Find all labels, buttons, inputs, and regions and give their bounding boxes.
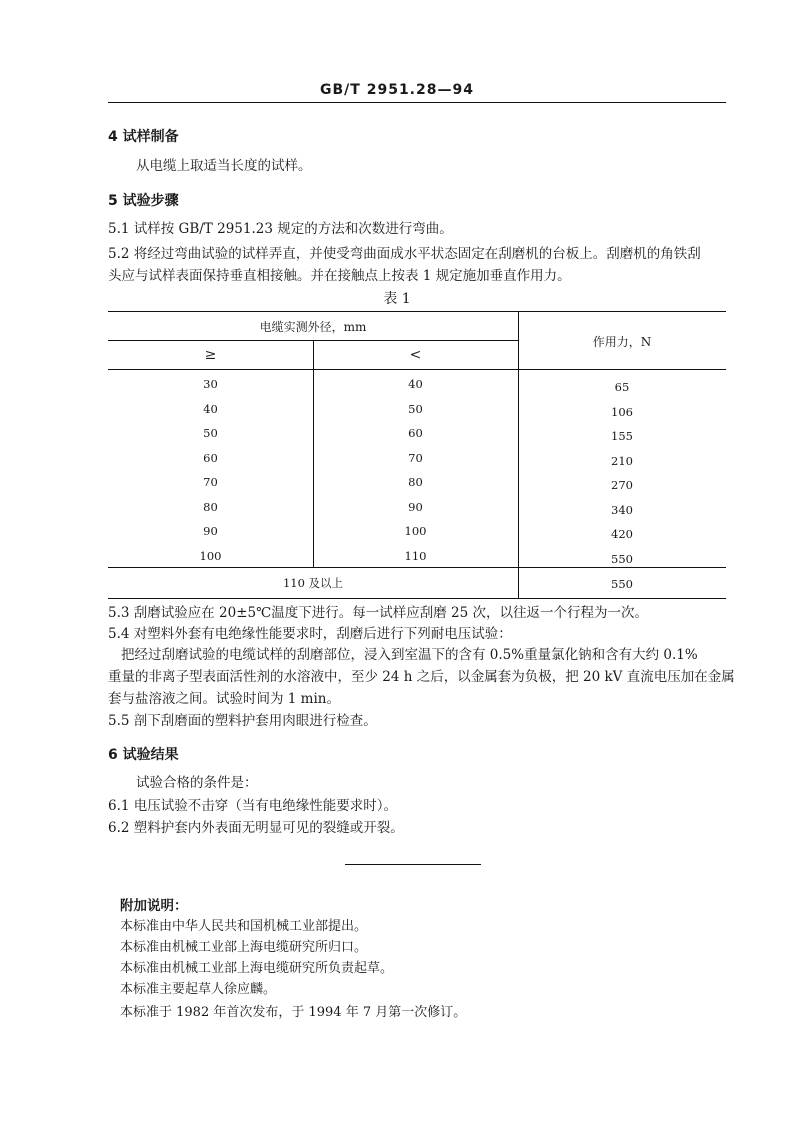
table-cell-lt: 50 bbox=[408, 401, 423, 416]
header-rule bbox=[108, 102, 726, 103]
table-header-ge: ≥ bbox=[204, 347, 217, 363]
table-cell-force: 65 bbox=[614, 380, 630, 394]
table-cell-lt: 90 bbox=[408, 499, 423, 514]
notes-title: 附加说明： bbox=[120, 898, 188, 914]
table-cell-force: 270 bbox=[611, 478, 633, 492]
table-cell-ge: 60 bbox=[203, 450, 218, 465]
table-last-force: 550 bbox=[611, 577, 633, 591]
table-cell-force: 550 bbox=[611, 551, 633, 566]
clause-5-2-line2: 头应与试样表面保持垂直相接触。并在接触点上按表 1 规定施加垂直作用力。 bbox=[108, 268, 571, 284]
table-bottom-rule bbox=[108, 598, 726, 599]
table-cell-force: 155 bbox=[611, 429, 633, 443]
clause-5-4-para-line2: 重量的非离子型表面活性剂的水溶液中，至少 24 h 之后，以金属套为负极，把 20 kV 直流电压加在金属 bbox=[108, 669, 735, 685]
table-cell-force: 210 bbox=[611, 453, 633, 468]
table-cell-lt: 60 bbox=[408, 426, 423, 440]
table-cell-force: 340 bbox=[611, 502, 633, 517]
clause-5-3: 5.3 刮磨试验应在 20±5℃温度下进行。每一试样应刮磨 25 次，以往返一个行程为一次。 bbox=[108, 605, 648, 621]
page-header: GB/T 2951.28—94 bbox=[320, 82, 474, 98]
table-cell-force: 420 bbox=[611, 527, 633, 541]
table-cell-ge: 30 bbox=[203, 377, 218, 391]
clause-6-1: 6.1 电压试验不击穿（当有电绝缘性能要求时）。 bbox=[108, 798, 398, 814]
notes-line-4: 本标准主要起草人徐应麟。 bbox=[120, 982, 277, 997]
table-cell-force: 106 bbox=[611, 404, 633, 419]
table-top-rule bbox=[108, 311, 726, 312]
table-header-group: 电缆实测外径，mm bbox=[259, 320, 367, 334]
table-cell-lt: 80 bbox=[408, 475, 423, 489]
clause-5-2-line1: 5.2 将经过弯曲试验的试样弄直，并使受弯曲面成水平状态固定在刮磨机的台板上。刮磨机的角铁刮 bbox=[108, 246, 701, 262]
table-cell-lt: 100 bbox=[404, 524, 427, 538]
table-last-row-rule bbox=[108, 567, 726, 568]
clause-5-1: 5.1 试样按 GB/T 2951.23 规定的方法和次数进行弯曲。 bbox=[108, 221, 453, 237]
table-cell-ge: 80 bbox=[203, 499, 218, 514]
table-cell-ge: 90 bbox=[203, 524, 218, 538]
table-header-force: 作用力，N bbox=[592, 335, 652, 349]
notes-line-1: 本标准由中华人民共和国机械工业部提出。 bbox=[120, 919, 368, 934]
table-cell-lt: 40 bbox=[408, 377, 423, 391]
clause-6-2: 6.2 塑料护套内外表面无明显可见的裂缝或开裂。 bbox=[108, 820, 404, 836]
table-caption: 表 1 bbox=[383, 291, 411, 307]
section-5-title: 5 试验步骤 bbox=[108, 193, 179, 209]
section-6-intro: 试验合格的条件是： bbox=[136, 775, 258, 791]
table-header-lt: < bbox=[409, 347, 422, 363]
table-cell-ge: 100 bbox=[199, 548, 222, 563]
table-cell-ge: 70 bbox=[203, 475, 218, 489]
table-cell-lt: 110 bbox=[404, 548, 427, 563]
table-last-range: 110 及以上 bbox=[282, 576, 344, 590]
section-4-title: 4 试样制备 bbox=[108, 129, 179, 145]
notes-line-2: 本标准由机械工业部上海电缆研究所归口。 bbox=[120, 940, 368, 955]
clause-5-4-para-line3: 套与盐溶液之间。试验时间为 1 min。 bbox=[108, 691, 340, 707]
clause-5-5: 5.5 剖下刮磨面的塑料护套用肉眼进行检查。 bbox=[108, 713, 377, 729]
section-6-title: 6 试验结果 bbox=[108, 747, 179, 763]
table-1 bbox=[108, 311, 726, 599]
clause-5-4-para-line1: 把经过刮磨试验的电缆试样的刮磨部位，浸入到室温下的含有 0.5%重量氯化钠和含有大约 0.1% bbox=[121, 647, 698, 663]
table-header-rule bbox=[108, 369, 726, 370]
section-4-body: 从电缆上取适当长度的试样。 bbox=[136, 158, 312, 174]
notes-line-5: 本标准于 1982 年首次发布，于 1994 年 7 月第一次修订。 bbox=[120, 1005, 467, 1020]
table-cell-ge: 50 bbox=[203, 426, 218, 440]
clause-5-4: 5.4 对塑料外套有电绝缘性能要求时，刮磨后进行下列耐电压试验： bbox=[108, 626, 512, 642]
end-rule bbox=[345, 864, 481, 865]
table-cell-ge: 40 bbox=[203, 401, 218, 416]
table-cell-lt: 70 bbox=[408, 450, 423, 465]
notes-line-3: 本标准由机械工业部上海电缆研究所负责起草。 bbox=[120, 961, 394, 976]
